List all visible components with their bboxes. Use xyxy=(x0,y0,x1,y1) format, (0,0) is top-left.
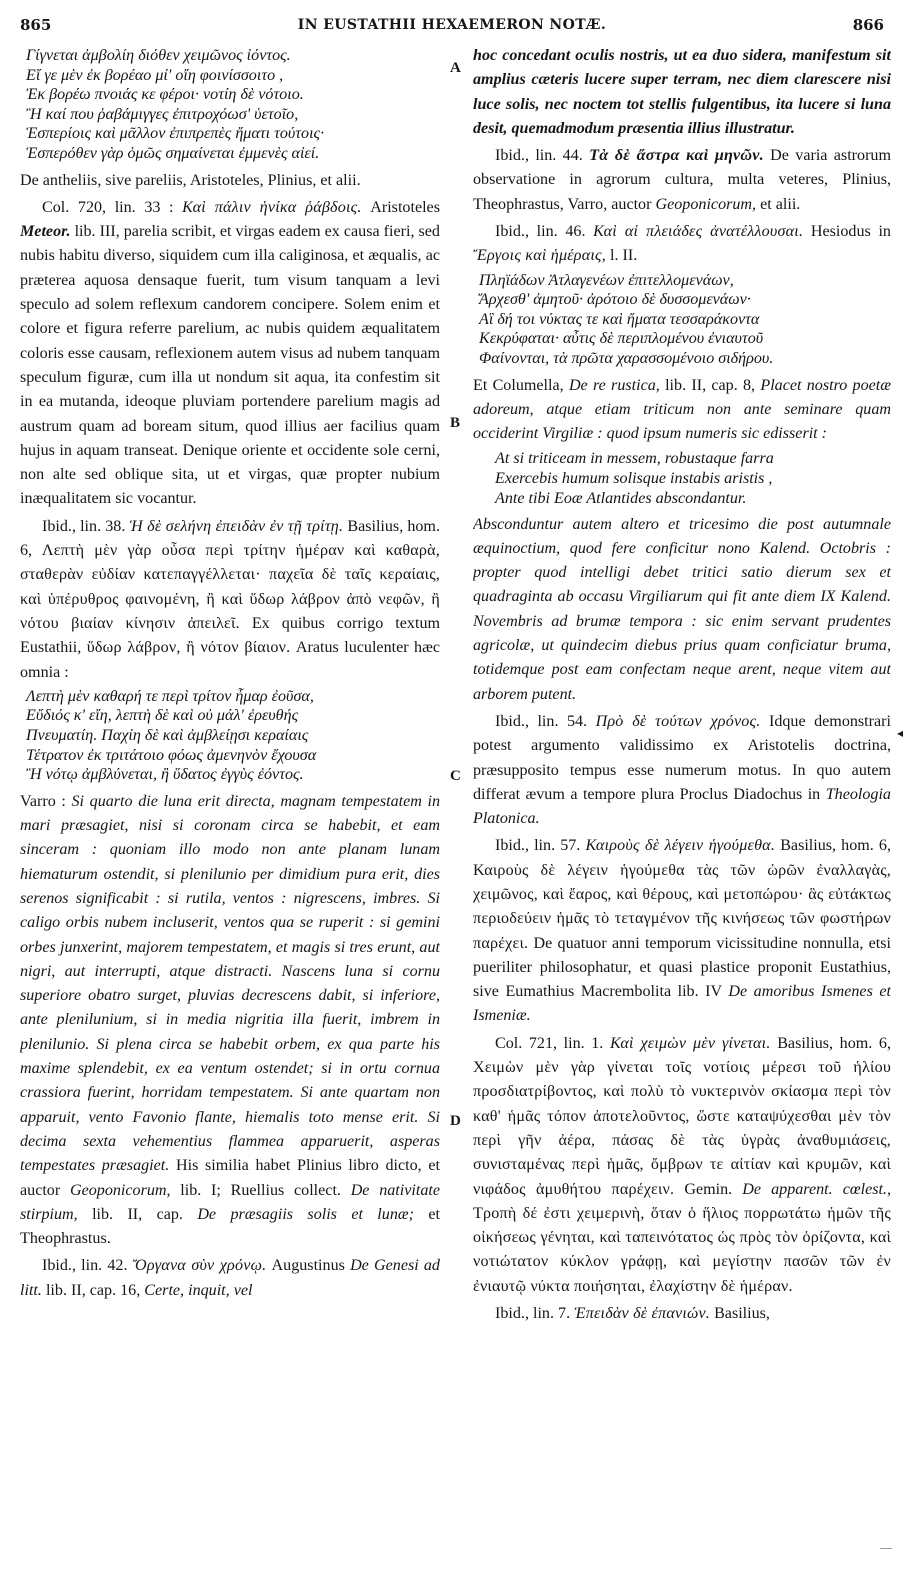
paragraph-lin57: Ibid., lin. 57. Καιροὺς δὲ λέγειν ἡγούμεθα. Basilius, hom. 6, Καιροὺς δὲ λέγειν ἡγούμεθα τὰς τῶν ὡρῶν ἐναλλαγὰς, χειμῶνος, καὶ ἔαρος, καὶ θέρους, καὶ μετοπώρου· ἃς εὐτάκτως περιοδεύειν ἡμᾶς τὸ τεταγμένον τῆς κινήσεως τῶν φωστήρων παρέχει. De quatuor anni temporum vicissitudine nonnulla, etsi pueriliter philosophatur, et quasi plastice proponit Eustathius, sive Eumathius Macrembolita lib. IV De amoribus Ismenes et Ismeniæ. xyxy=(473,837,891,1025)
ref-label: Ibid., lin. 46. xyxy=(495,223,586,241)
ref-label: Ibid., lin. 44. xyxy=(495,147,583,165)
paragraph-lin42: Ibid., lin. 42. Ὄργανα σὺν χρόνῳ. Augustinus De Genesi ad litt. lib. II, cap. 16, Certe, inquit, vel xyxy=(20,1257,440,1299)
verse-line: Τέτρατον ἐκ τριτάτοιο φόως ἀμενηνὸν ἔχουσα xyxy=(26,746,317,764)
greek-lemma: Πρὸ δὲ τούτων χρόνος. xyxy=(595,712,761,730)
right-column xyxy=(473,44,891,1534)
verse-line: Ἑσπερίοις καὶ μᾶλλον ἐπιπρεπὲς ἤματι τούτοις· xyxy=(26,125,325,143)
edge-dash: — xyxy=(880,1540,892,1554)
ref-label: Col. 720, lin. 33 : xyxy=(42,198,174,216)
paragraph-col720-lin33: Col. 720, lin. 33 : Καὶ πάλιν ἡνίκα ῥάβδοις. Aristoteles Meteor. lib. III, parelia scribit, et virgas eadem ex causa fieri, sed nubis habitu diverso, siquidem cum illa caliginosa, et æqualis, ac præterea aquosa densaque fuerit, tum visum tanquam a levi speculo ad solem reflexum candorem concipere. Solem enim et colore et figura referre parelium, ac nubis quidem æqualitatem coloris esse causam, reflexionem autem visus ad nubem tanquam speculum figuræ, cum illa ut nondum sit aqua, ita confestim sit in ea mutanda, ideoque pluviam portendere parelium magis ad austrum quam ad boream situm, quod illius aer facilius quam hujus in aquam transeat. Denique oriente et occidente sole cerni, non alte sed oblique sita, ut et virgas, quæ propter nubium inæqualitatem sic vocantur. xyxy=(20,198,440,508)
ref-label: Ibid., lin. 54. xyxy=(495,712,588,730)
verse-line: Ἄρχεσθ' ἀμητοῦ· ἀρότοιο δὲ δυσσομενάων· xyxy=(479,291,751,309)
virgil-verse xyxy=(495,449,891,509)
paragraph-lin38: Ibid., lin. 38. Ἡ δὲ σελήνη ἐπειδὰν ἐν τῇ τρίτῃ. Basilius, hom. 6, Λεπτὴ μὲν γὰρ οὖσα περὶ τρίτην ἡμέραν καὶ καθαρὰ, σταθερὰν εὐδίαν κατεπαγγέλλεται· παχεῖα δὲ ταῖς κεραίαις, καὶ ὑπέρυθρος φαινομένη, ἢ καὶ ὕδωρ λάβρον ἀπὸ νεφῶν, ἢ νότου βιαίαν κίνησιν ἀπειλεῖ. Ex quibus corrigo textum Eustathii, ὕδωρ λάβρον, ἢ νότον βίαιον. Aratus luculenter hæc omnia : xyxy=(20,517,440,681)
verse-line: Ἢ νότῳ ἀμβλύνεται, ἢ ὕδατος ἐγγὺς ἐόντος. xyxy=(26,766,304,784)
verse-line: At si triticeam in messem, robustaque farra xyxy=(495,449,774,467)
greek-lemma: Καὶ πάλιν ἡνίκα ῥάβδοις. xyxy=(182,198,362,216)
ref-label: Ibid., lin. 42. xyxy=(42,1257,128,1275)
paragraph-antheliis: De antheliis, sive pareliis, Aristoteles, Plinius, et alii. xyxy=(20,171,361,189)
ref-label: Ibid., lin. 38. xyxy=(42,517,126,535)
paragraph-lin54: Ibid., lin. 54. Πρὸ δὲ τούτων χρόνος. Idque demonstrari potest argumento validissimo ex Aristotelis doctrina, præsupposito tempus esse numerum motus. In quo autem differat ævum a tempore plura Proclus Diadochus in Theologia Platonica. xyxy=(473,712,891,828)
paragraph-columella: Et Columella, De re rustica, lib. II, cap. 8, Placet nostro poetæ adoreum, atque etiam triticum non ante seminare quam occiderint Virgiliæ : quod ipsum numeris sic edisserit : xyxy=(473,376,891,443)
verse-line: Πληϊάδων Ἀτλαγενέων ἐπιτελλομενάων, xyxy=(479,271,734,289)
ref-label: Col. 721, lin. 1. xyxy=(495,1034,604,1052)
greek-lemma: Ἐπειδὰν δὲ ἐπανιών. xyxy=(574,1305,711,1323)
hesiod-verse xyxy=(479,271,891,369)
greek-lemma: Τὰ δὲ ἄστρα καὶ μηνῶν. xyxy=(589,147,764,165)
greek-lemma: Καὶ χειμὼν μὲν γίνεται. xyxy=(609,1034,771,1052)
paragraph-absconduntur: Absconduntur autem altero et tricesimo die post autumnale æquinoctium, quod fere conficitur nono Kalend. Octobris : propter quod intelligi debet tritici satio dierum sex et quadraginta ab occasu Virgiliarum qui fit ante diem IX Kalend. Novembris ad brumæ tempora : sic enim servant prudentes agricolæ, ut quindecim diebus prius quam conficiatur bruma, totidemque post eam confectam neque arent, neque vitem aut arborem putent. xyxy=(473,515,891,703)
edge-mark: ◂ xyxy=(897,726,904,740)
verse-line: Πνευματίη. Παχίη δὲ καὶ ἀμβλείῃσι κεραίαις xyxy=(26,726,309,744)
verse-line: Φαίνονται, τὰ πρῶτα χαρασσομένοιο σιδήρου. xyxy=(479,350,774,368)
verse-line: Ἐκ βορέω πνοιάς κε φέροι· νοτίη δὲ νότοιο. xyxy=(26,86,304,104)
page-number-left: 865 xyxy=(20,16,52,34)
greek-lemma: Ὄργανα σὺν χρόνῳ. xyxy=(132,1257,267,1275)
aratus-verse-1 xyxy=(26,46,440,164)
verse-line: Ante tibi Eoæ Atlantides abscondantur. xyxy=(495,489,747,507)
margin-letter-d: D xyxy=(450,1113,461,1129)
greek-lemma: Καιροὺς δὲ λέγειν ἡγούμεθα. xyxy=(585,837,776,855)
greek-lemma: Καὶ αἱ πλειάδες ἀνατέλλουσαι. xyxy=(593,223,804,241)
aratus-verse-2 xyxy=(26,687,440,785)
running-header xyxy=(20,14,884,38)
margin-letter-a: A xyxy=(450,60,461,76)
page-number-right: 866 xyxy=(852,16,884,34)
ref-label: Ibid., lin. 7. xyxy=(495,1305,571,1323)
verse-line: Γίγνεται ἀμβολίη διόθεν χειμῶνος ἰόντος. xyxy=(26,47,291,64)
running-title: IN EUSTATHII HEXAEMERON NOTÆ. xyxy=(297,17,607,33)
verse-line: Λεπτὴ μὲν καθαρή τε περὶ τρίτον ἦμαρ ἐοῦσα, xyxy=(26,687,314,705)
left-column xyxy=(20,44,440,1534)
verse-line: Exercebis humum solisque instabis aristis , xyxy=(495,469,773,487)
verse-line: Ἑσπερόθεν γὰρ ὁμῶς σημαίνεται ἐμμενὲς αἰεί. xyxy=(26,144,320,162)
verse-line: Ἢ καί που ῥαβάμιγγες ἐπιτροχόωσ' ὑετοῖο, xyxy=(26,105,299,123)
greek-lemma: Ἡ δὲ σελήνη ἐπειδὰν ἐν τῇ τρίτῃ. xyxy=(129,517,344,535)
ref-label: Ibid., lin. 57. xyxy=(495,837,581,855)
verse-line: Κεκρύφαται· αὖτις δὲ περιπλομένου ἐνιαυτοῦ xyxy=(479,330,764,348)
paragraph-augustinus-cont: hoc concedant oculis nostris, ut ea duo sidera, manifestum sit amplius cæteris lucere super terram, nec diem clarescere nisi luce solis, nec noctem tot stellis fulgentibus, ita lucere si luna desit, quemadmodum præsentia illius illustratur. xyxy=(473,47,891,137)
paragraph-lin44: Ibid., lin. 44. Τὰ δὲ ἄστρα καὶ μηνῶν. De varia astrorum observatione in agrorum cultura, multa veteres, Plinius, Theophrastus, Varro, auctor Geoponicorum, et alii. xyxy=(473,147,891,213)
paragraph-col721-lin1: Col. 721, lin. 1. Καὶ χειμὼν μὲν γίνεται. Basilius, hom. 6, Χειμὼν μὲν γὰρ γίνεται τοῖς νοτίοις μέρεσι τοῦ ἡλίου προσδιατρίβοντος, καὶ πολὺ τὸ νυκτερινὸν σκίασμα περὶ τὸν καθ' ἡμᾶς τόπον ἀποτελοῦντος, ὥστε καταψύχεσθαι μὲν τὸν περὶ γῆν ἀέρα, πάσας δὲ τὰς ὑγρὰς ἀναθυμιάσεις, συνισταμένας περὶ ἡμᾶς, ὄμβρων τε αἰτίαν καὶ κρυμῶν, καὶ νιφάδος ἀμυθήτου παρέχειν. Gemin. De apparent. cœlest., Τροπὴ δέ ἐστι χειμερινὴ, ὅταν ὁ ἥλιος πορρωτάτω ἡμῶν τῆς οἰκήσεως γένηται, καὶ ταπεινότατος ὡς πρὸς τὸν ὁρίζοντα, καὶ νοτιώτατον κύκλον γράφῃ, καὶ μεγίστην πασῶν τῶν ἐν ἐνιαυτῷ νύκτα ποιήσηται, ἐλαχίστην δὲ ἡμέραν. xyxy=(473,1034,891,1295)
margin-letter-b: B xyxy=(450,415,461,431)
verse-line: Αἳ δή τοι νύκτας τε καὶ ἤματα τεσσαράκοντα xyxy=(479,310,760,328)
verse-line: Εἴ γε μὲν ἐκ βορέαο μί' οἴη φοινίσσοιτο , xyxy=(26,66,284,84)
paragraph-lin7: Ibid., lin. 7. Ἐπειδὰν δὲ ἐπανιών. Basilius, xyxy=(495,1305,770,1323)
paragraph-varro: Varro : Si quarto die luna erit directa, magnam tempestatem in mari præsagiet, nisi si coronam circa se habebit, et eam sinceram : quoniam illo modo non ante planam lunam hiematurum ostendit, si plenilunio per dimidium pura erit, dies serenos significabit : si rutila, ventos : nigrescens, imbres. Si caligo orbis nubem incluserit, ventos qua se ruperit : si gemini orbes junxerint, majorem tempestatem, et magis si tres erunt, aut nigri, aut interrupti, atque distracti. Nascens luna si cornu superiore obatro surget, pluvias decrescens dabit, si inferiore, ante plenilunium, si in media nigritia illa fuerit, imbrem in plenilunio. Si plena circa se habebit orbem, ex qua parte his maxime splendebit, ex ea ventum ostendet; si in ortu cornua crassiora fuerint, horridam tempestatem. Si ante quartam non apparuit, vento Favonio flante, hiemalis toto mense erit. Si decima sexta vehementius flammea apparuerit, asperas tempestates præsagiet. His similia habet Plinius libro dicto, et auctor Geoponicorum, lib. I; Ruellius collect. De nativitate stirpium, lib. II, cap. De præsagiis solis et lunæ; et Theophrastus. xyxy=(20,792,440,1248)
paragraph-lin46: Ibid., lin. 46. Καὶ αἱ πλειάδες ἀνατέλλουσαι. Hesiodus in Ἔργοις καὶ ἡμέραις, l. II. xyxy=(473,223,891,265)
margin-letter-c: C xyxy=(450,768,461,784)
verse-line: Εὔδιός κ' εἴη, λεπτὴ δὲ καὶ οὐ μάλ' ἐρευθής xyxy=(26,707,299,725)
